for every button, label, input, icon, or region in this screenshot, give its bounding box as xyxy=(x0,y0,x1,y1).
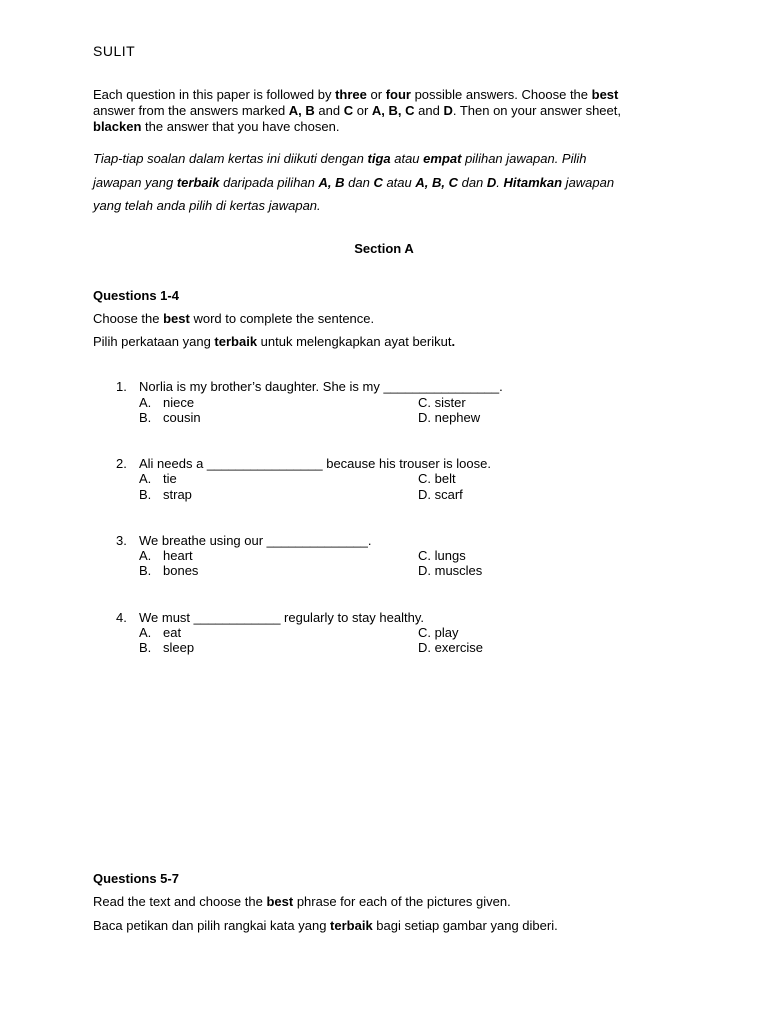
emphasis: three xyxy=(335,87,367,102)
part2-instruction-en xyxy=(93,894,511,909)
option-a-letter: A. xyxy=(139,548,152,563)
text: or xyxy=(366,87,386,102)
text: and xyxy=(314,103,344,118)
text: Baca petikan dan pilih rangkai kata yang xyxy=(93,918,331,933)
option-a-letter: A. xyxy=(139,395,152,410)
text: untuk melengkapkan ayat berikut xyxy=(257,334,452,349)
part2-instruction-ms xyxy=(93,918,558,933)
option-b: sleep xyxy=(163,640,195,655)
intro-ms-line-2 xyxy=(93,171,693,194)
option-d: D. muscles xyxy=(418,563,483,578)
emphasis: D xyxy=(486,175,497,190)
page-header: SULIT xyxy=(93,43,136,59)
option-d: D. scarf xyxy=(418,487,463,502)
option-a: eat xyxy=(163,625,182,640)
intro-ms-line-3: yang telah anda pilih di kertas jawapan. xyxy=(93,198,321,213)
text: jawapan xyxy=(562,175,615,190)
part1-instruction-ms xyxy=(93,334,455,349)
text: dan xyxy=(457,175,487,190)
emphasis: A, B, C xyxy=(415,175,458,190)
option-c: C. play xyxy=(418,625,459,640)
question-number: 1. xyxy=(116,379,127,394)
option-b-letter: B. xyxy=(139,487,152,502)
option-d: D. nephew xyxy=(418,410,481,425)
emphasis: A, B xyxy=(318,175,345,190)
part1-instruction-en xyxy=(93,311,374,326)
questions-5-7-heading: Questions 5-7 xyxy=(93,871,179,886)
emphasis: best xyxy=(163,311,190,326)
option-c: C. lungs xyxy=(418,548,466,563)
emphasis: A, B, C xyxy=(371,103,415,118)
text: Each question in this paper is followed by xyxy=(93,87,336,102)
question-text: We breathe using our ______________. xyxy=(139,533,372,548)
emphasis: four xyxy=(385,87,411,102)
emphasis: A, B xyxy=(288,103,315,118)
text: Tiap-tiap soalan dalam kertas ini diikuti dengan xyxy=(93,151,368,166)
text: Pilih perkataan yang xyxy=(93,334,215,349)
text: or xyxy=(353,103,372,118)
option-b: strap xyxy=(163,487,192,502)
emphasis: terbaik xyxy=(330,918,373,933)
option-c: C. sister xyxy=(418,395,466,410)
intro-en-line-1 xyxy=(93,87,693,103)
text: daripada pilihan xyxy=(219,175,319,190)
text: possible answers. Choose the xyxy=(410,87,592,102)
text: pilihan jawapan. Pilih xyxy=(461,151,587,166)
question-number: 4. xyxy=(116,610,127,625)
intro-en-line-3 xyxy=(93,119,693,135)
text: word to complete the sentence. xyxy=(189,311,375,326)
option-b: cousin xyxy=(163,410,201,425)
option-a-letter: A. xyxy=(139,471,152,486)
question-text: We must ____________ regularly to stay healthy. xyxy=(139,610,424,625)
text: Choose the xyxy=(93,311,164,326)
emphasis: C xyxy=(343,103,354,118)
option-a: niece xyxy=(163,395,195,410)
text: the answer that you have chosen. xyxy=(141,119,340,134)
option-a: heart xyxy=(163,548,193,563)
emphasis: terbaik xyxy=(176,175,220,190)
emphasis: best xyxy=(591,87,619,102)
emphasis: C xyxy=(373,175,383,190)
emphasis: D xyxy=(443,103,453,118)
text: . xyxy=(496,175,504,190)
text: and xyxy=(414,103,444,118)
text: atau xyxy=(390,151,424,166)
emphasis: best xyxy=(266,894,294,909)
emphasis: tiga xyxy=(367,151,391,166)
question-number: 3. xyxy=(116,533,127,548)
text: Read the text and choose the xyxy=(93,894,267,909)
text: phrase for each of the pictures given. xyxy=(293,894,511,909)
emphasis: blacken xyxy=(93,119,142,134)
option-b-letter: B. xyxy=(139,640,152,655)
text: answer from the answers marked xyxy=(93,103,289,118)
intro-ms-line-1 xyxy=(93,147,693,170)
option-a: tie xyxy=(163,471,177,486)
option-b-letter: B. xyxy=(139,563,152,578)
text: dan xyxy=(344,175,374,190)
text: bagi setiap gambar yang diberi. xyxy=(372,918,558,933)
text: atau xyxy=(382,175,416,190)
emphasis: Hitamkan xyxy=(503,175,563,190)
intro-en-line-2 xyxy=(93,103,693,119)
emphasis: empat xyxy=(423,151,462,166)
questions-1-4-heading: Questions 1-4 xyxy=(93,288,179,303)
question-number: 2. xyxy=(116,456,127,471)
question-text: Ali needs a ________________ because his trouser is loose. xyxy=(139,456,491,471)
option-d: D. exercise xyxy=(418,640,484,655)
emphasis: terbaik xyxy=(214,334,258,349)
text: jawapan yang xyxy=(93,175,177,190)
text: . Then on your answer sheet, xyxy=(452,103,621,118)
option-c: C. belt xyxy=(418,471,456,486)
option-b: bones xyxy=(163,563,199,578)
question-text: Norlia is my brother’s daughter. She is my ________________. xyxy=(139,379,503,394)
option-b-letter: B. xyxy=(139,410,152,425)
emphasis: . xyxy=(451,334,456,349)
option-a-letter: A. xyxy=(139,625,152,640)
section-title: Section A xyxy=(354,241,414,256)
